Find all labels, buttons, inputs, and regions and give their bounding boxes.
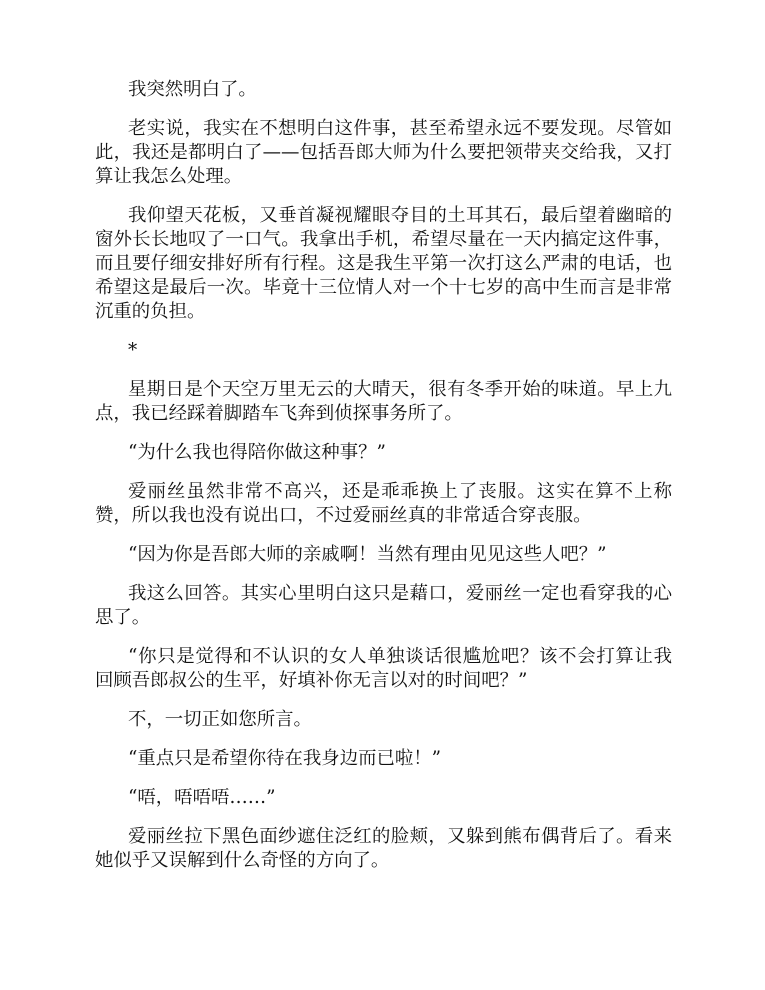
text-line: 赞，所以我也没有说出口，不过爱丽丝真的非常适合穿丧服。: [95, 505, 592, 526]
text-line: 不，一切正如您所言。: [128, 709, 312, 730]
text-line: 沉重的负担。: [95, 301, 206, 322]
text-line: 窗外长长地叹了一口气。我拿出手机，希望尽量在一天内搞定这件事，: [95, 229, 672, 250]
dialogue-paragraph: [95, 747, 672, 771]
text-line: 思了。: [95, 607, 151, 628]
dialogue-paragraph: [95, 441, 672, 465]
text-line: “因为你是吾郎大师的亲戚啊！当然有理由见见这些人吧？”: [128, 544, 607, 565]
text-line: 我突然明白了。: [128, 79, 257, 100]
text-line: “你只是觉得和不认识的女人单独谈话很尴尬吧？该不会打算让我: [128, 646, 672, 667]
text-line: 点，我已经踩着脚踏车飞奔到侦探事务所了。: [95, 403, 463, 424]
paragraph: [95, 204, 672, 324]
text-line: 我仰望天花板，又垂首凝视耀眼夺目的土耳其石，最后望着幽暗的: [128, 205, 672, 226]
text-line: 爱丽丝虽然非常不高兴，还是乖乖换上了丧服。这实在算不上称: [128, 481, 672, 502]
text-line: 回顾吾郎叔公的生平，好填补你无言以对的时间吧？”: [95, 670, 528, 691]
text-line: 我这么回答。其实心里明白这只是藉口，爱丽丝一定也看穿我的心: [128, 583, 672, 604]
text-line: 爱丽丝拉下黑色面纱遮住泛红的脸颊，又躲到熊布偶背后了。看来: [128, 826, 672, 847]
paragraph: [95, 78, 672, 102]
text-line: 星期日是个天空万里无云的大晴天，很有冬季开始的味道。早上九: [128, 379, 672, 400]
text-line: 她似乎又误解到什么奇怪的方向了。: [95, 850, 390, 871]
text-line: 老实说，我实在不想明白这件事，甚至希望永远不要发现。尽管如: [128, 118, 672, 139]
text-line: 而且要仔细安排好所有行程。这是我生平第一次打这么严肃的电话，也: [95, 253, 672, 274]
paragraph: [95, 117, 672, 189]
text-line: 算让我怎么处理。: [95, 166, 243, 187]
paragraph: [95, 825, 672, 873]
text-line: “唔，唔唔唔……”: [128, 787, 276, 808]
text-line: 此，我还是都明白了——包括吾郎大师为什么要把领带夹交给我，又打: [95, 142, 672, 163]
dialogue-paragraph: [95, 543, 672, 567]
paragraph: [95, 480, 672, 528]
section-break: [95, 339, 672, 363]
text-line: “重点只是希望你待在我身边而已啦！”: [128, 748, 442, 769]
section-break-asterisk: *: [128, 340, 138, 361]
dialogue-paragraph: [95, 645, 672, 693]
text-line: 希望这是最后一次。毕竟十三位情人对一个十七岁的高中生而言是非常: [95, 277, 672, 298]
paragraph: [95, 378, 672, 426]
dialogue-paragraph: [95, 786, 672, 810]
text-line: “为什么我也得陪你做这种事？”: [128, 442, 386, 463]
paragraph: [95, 708, 672, 732]
paragraph: [95, 582, 672, 630]
